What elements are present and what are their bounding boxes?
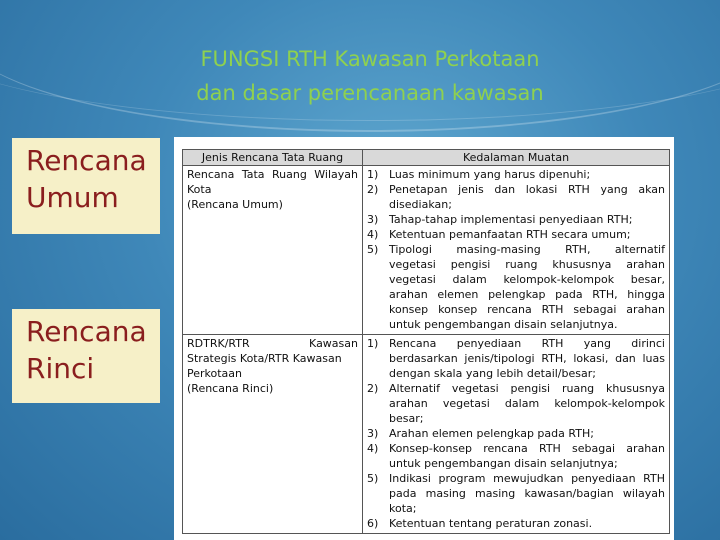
list-item bbox=[367, 167, 665, 182]
list-item-line: vegetasi pengisi ruang khususnya arahan bbox=[389, 258, 665, 271]
list-item-number: 4) bbox=[367, 228, 379, 241]
list-item-line: arahan elemen pelengkap pada RTH, hingga bbox=[389, 288, 665, 301]
slide-title-line: FUNGSI RTH Kawasan Perkotaan bbox=[200, 47, 540, 71]
list-item-number: 1) bbox=[367, 168, 379, 181]
list-item-text bbox=[389, 212, 665, 227]
list-item-number: 5) bbox=[367, 243, 379, 256]
list-item-text bbox=[389, 516, 665, 531]
list-item-line: untuk pengembangan disain selanjutnya; bbox=[389, 457, 618, 470]
list-item-line: Arahan elemen pelengkap pada RTH; bbox=[389, 427, 594, 440]
list-item-line: Ketentuan pemanfaatan RTH secara umum; bbox=[389, 228, 631, 241]
plan-type-line: Kota bbox=[187, 183, 212, 196]
label-rencana-umum bbox=[12, 138, 160, 234]
table-row bbox=[183, 335, 670, 534]
list-item bbox=[367, 471, 665, 516]
list-item-line: vegetasi dalam kelompok-kelompok besar, bbox=[389, 273, 665, 286]
list-item-number: 6) bbox=[367, 517, 379, 530]
list-item-line: Penetapan jenis dan lokasi RTH yang akan bbox=[389, 183, 665, 196]
list-item-number: 1) bbox=[367, 337, 379, 350]
list-item-line: besar; bbox=[389, 412, 424, 425]
list-item-number: 4) bbox=[367, 442, 379, 455]
plan-type-line: RDTRK/RTR Kawasan bbox=[187, 337, 358, 350]
plan-type-cell bbox=[183, 335, 363, 534]
list-item-text bbox=[389, 182, 665, 212]
label-line: Rinci bbox=[26, 352, 95, 385]
list-item-line: Tahap-tahap implementasi penyediaan RTH; bbox=[389, 213, 633, 226]
label-line: Umum bbox=[26, 181, 119, 214]
list-item-line: berdasarkan jenis/tipologi RTH, lokasi, dan luas bbox=[389, 352, 665, 365]
list-item-line: pada masing masing kawasan/bagian wilayah bbox=[389, 487, 665, 500]
list-item-text bbox=[389, 227, 665, 242]
content-table bbox=[182, 149, 670, 534]
plan-type-cell bbox=[183, 166, 363, 335]
content-list bbox=[367, 167, 665, 332]
list-item bbox=[367, 227, 665, 242]
list-item-number: 3) bbox=[367, 427, 379, 440]
list-item-line: arahan vegetasi dalam kelompok-kelompok bbox=[389, 397, 665, 410]
label-rencana-rinci bbox=[12, 309, 160, 403]
table-row bbox=[183, 166, 670, 335]
column-header: Jenis Rencana Tata Ruang bbox=[183, 150, 363, 166]
list-item bbox=[367, 212, 665, 227]
list-item bbox=[367, 336, 665, 381]
list-item bbox=[367, 426, 665, 441]
slide-title bbox=[0, 42, 720, 110]
list-item-line: Tipologi masing-masing RTH, alternatif bbox=[389, 243, 665, 256]
column-header: Kedalaman Muatan bbox=[363, 150, 670, 166]
slide-title-line: dan dasar perencanaan kawasan bbox=[196, 81, 544, 105]
plan-type-line: (Rencana Rinci) bbox=[187, 382, 274, 395]
list-item-line: Rencana penyediaan RTH yang dirinci bbox=[389, 337, 665, 350]
list-item-text bbox=[389, 426, 665, 441]
list-item-text bbox=[389, 336, 665, 381]
list-item-number: 2) bbox=[367, 382, 379, 395]
list-item-number: 2) bbox=[367, 183, 379, 196]
list-item-line: disediakan; bbox=[389, 198, 452, 211]
list-item-text bbox=[389, 242, 665, 332]
list-item bbox=[367, 516, 665, 531]
table-image bbox=[174, 137, 674, 540]
label-line: Rencana bbox=[26, 144, 147, 177]
plan-type-line: Perkotaan bbox=[187, 367, 243, 380]
list-item-line: Konsep-konsep rencana RTH sebagai arahan bbox=[389, 442, 665, 455]
table-header-row bbox=[183, 150, 670, 166]
list-item-line: Luas minimum yang harus dipenuhi; bbox=[389, 168, 591, 181]
list-item-line: Alternatif vegetasi pengisi ruang khususnya bbox=[389, 382, 665, 395]
plan-type-line: Rencana Tata Ruang Wilayah bbox=[187, 168, 358, 181]
label-line: Rencana bbox=[26, 315, 147, 348]
list-item-line: untuk pengembangan disain selanjutnya. bbox=[389, 318, 618, 331]
list-item bbox=[367, 441, 665, 471]
plan-type-line: (Rencana Umum) bbox=[187, 198, 283, 211]
list-item-line: Ketentuan tentang peraturan zonasi. bbox=[389, 517, 593, 530]
content-list bbox=[367, 336, 665, 531]
list-item-line: konsep konsep rencana RTH sebagai arahan bbox=[389, 303, 665, 316]
list-item-text bbox=[389, 167, 665, 182]
list-item-text bbox=[389, 381, 665, 426]
content-depth-cell bbox=[363, 166, 670, 335]
list-item-number: 5) bbox=[367, 472, 379, 485]
list-item-number: 3) bbox=[367, 213, 379, 226]
list-item-text bbox=[389, 471, 665, 516]
content-depth-cell bbox=[363, 335, 670, 534]
list-item-text bbox=[389, 441, 665, 471]
list-item-line: dengan skala yang lebih detail/besar; bbox=[389, 367, 596, 380]
list-item bbox=[367, 242, 665, 332]
list-item bbox=[367, 381, 665, 426]
list-item bbox=[367, 182, 665, 212]
list-item-line: Indikasi program mewujudkan penyediaan RTH bbox=[389, 472, 665, 485]
plan-type-line: Strategis Kota/RTR Kawasan bbox=[187, 352, 342, 365]
list-item-line: kota; bbox=[389, 502, 417, 515]
